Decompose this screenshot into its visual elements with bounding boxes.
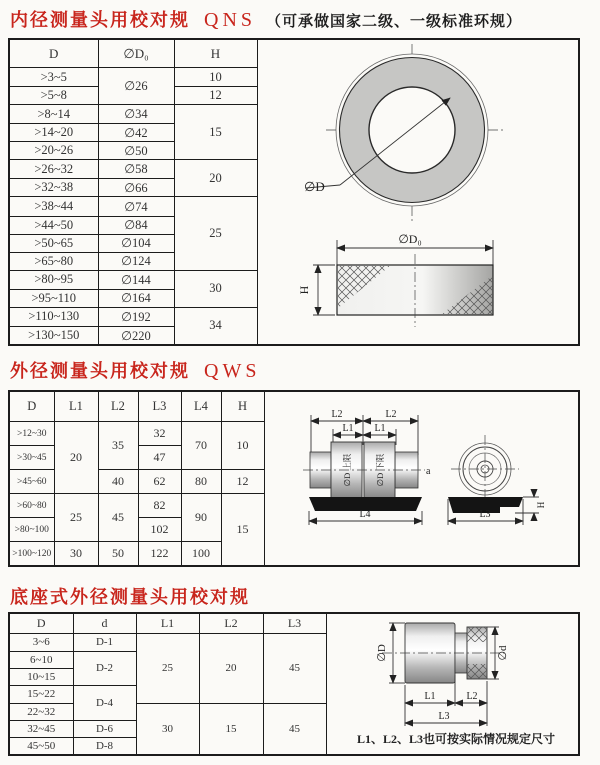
base-header-l1: L1 — [136, 613, 199, 634]
small-diameter-label: ∅d — [496, 645, 509, 661]
table-cell: 25 — [174, 197, 257, 270]
qns-title-row — [10, 6, 522, 32]
table-cell: >80~95 — [9, 270, 98, 289]
table-cell: 35 — [98, 422, 138, 470]
table-cell: ∅58 — [98, 160, 174, 179]
l3-dim-label: L3 — [479, 508, 491, 520]
table-cell: >26~32 — [9, 160, 98, 179]
table-cell: >95~110 — [9, 289, 98, 307]
qws-header-l1: L1 — [54, 391, 98, 422]
caliper-gauge-drawing — [265, 393, 578, 561]
l2-dim-label: L2 — [466, 691, 478, 702]
table-cell: 30 — [54, 542, 98, 567]
table-cell: 30 — [136, 703, 199, 755]
base-gauge-drawing — [327, 614, 578, 751]
qns-header-d: D — [9, 39, 98, 68]
table-cell: ∅192 — [98, 307, 174, 326]
qws-header-l3: L3 — [138, 391, 181, 422]
table-cell: 12 — [174, 87, 257, 105]
table-cell: D-4 — [73, 686, 136, 721]
table-cell: 10 — [174, 68, 257, 87]
table-cell: >12~30 — [9, 422, 54, 446]
qns-model-code: QNS — [204, 9, 257, 31]
table-cell: 32~45 — [9, 721, 73, 738]
table-cell: 82 — [138, 494, 181, 518]
table-cell: D-1 — [73, 634, 136, 652]
table-cell: 22~32 — [9, 703, 73, 721]
table-cell: D-6 — [73, 721, 136, 738]
table-cell: ∅84 — [98, 216, 174, 234]
qws-header-h: H — [221, 391, 264, 422]
qns-table — [8, 38, 580, 346]
table-cell: 12 — [221, 470, 264, 494]
base-header-d: D — [9, 613, 73, 634]
qns-header-d0: ∅D₀ — [98, 39, 174, 68]
table-cell: >14~20 — [9, 124, 98, 142]
l2-dim-label: L2 — [385, 408, 397, 420]
table-cell: 45~50 — [9, 738, 73, 756]
qns-subtitle: （可承做国家二级、一级标准环规） — [266, 14, 523, 30]
table-cell: >5~8 — [9, 87, 98, 105]
table-cell: 10~15 — [9, 669, 73, 686]
table-cell: ∅26 — [98, 68, 174, 105]
table-cell: 15 — [174, 105, 257, 160]
upper-limit-label: ∅D 上限 — [341, 453, 352, 486]
table-cell: ∅144 — [98, 270, 174, 289]
table-cell: ∅220 — [98, 327, 174, 346]
l1-dim-label: L1 — [374, 422, 386, 434]
table-cell: 100 — [181, 542, 221, 567]
qws-diagram-cell — [264, 391, 579, 566]
table-cell: >130~150 — [9, 327, 98, 346]
table-cell: 6~10 — [9, 651, 73, 669]
l1-dim-label: L1 — [342, 422, 354, 434]
table-cell: >50~65 — [9, 234, 98, 252]
base-table — [8, 612, 580, 756]
table-cell: >80~100 — [9, 518, 54, 542]
table-cell: 30 — [174, 270, 257, 307]
table-cell: ∅34 — [98, 105, 174, 124]
table-cell: 15 — [199, 703, 263, 755]
table-cell: 90 — [181, 494, 221, 542]
qns-title: 内径测量头用校对规 — [10, 10, 190, 30]
table-cell: 47 — [138, 446, 181, 470]
table-cell: >20~26 — [9, 142, 98, 160]
base-title: 底座式外径测量头用校对规 — [10, 587, 250, 607]
base-title-row — [10, 583, 250, 609]
l2-dim-label: L2 — [331, 408, 343, 420]
table-cell: 50 — [98, 542, 138, 567]
table-cell: >60~80 — [9, 494, 54, 518]
table-cell: 45 — [263, 703, 326, 755]
ring-section-view — [297, 232, 493, 327]
table-cell: 25 — [136, 634, 199, 704]
l4-dim-label: L4 — [359, 508, 371, 520]
table-cell: ∅66 — [98, 179, 174, 197]
table-cell: 122 — [138, 542, 181, 567]
stepped-cylinder-view — [376, 623, 509, 683]
gauge-side-view — [303, 409, 431, 525]
table-cell: 15 — [221, 494, 264, 567]
table-cell: ∅50 — [98, 142, 174, 160]
qws-header-d: D — [9, 391, 54, 422]
table-cell: 20 — [174, 160, 257, 197]
table-cell: ∅42 — [98, 124, 174, 142]
table-cell: 40 — [98, 470, 138, 494]
table-cell: 45 — [263, 634, 326, 704]
table-cell: ∅104 — [98, 234, 174, 252]
table-cell: ∅124 — [98, 252, 174, 270]
table-cell: 62 — [138, 470, 181, 494]
gauge-end-view — [448, 435, 546, 525]
table-cell: >65~80 — [9, 252, 98, 270]
sizing-note: L1、L2、L3也可按实际情况规定尺寸 — [356, 732, 555, 746]
qns-header-h: H — [174, 39, 257, 68]
table-cell: >32~38 — [9, 179, 98, 197]
outer-diameter-label: ∅D₀ — [398, 232, 422, 246]
table-cell: ∅164 — [98, 289, 174, 307]
table-cell: >8~14 — [9, 105, 98, 124]
table-cell: 34 — [174, 307, 257, 345]
table-cell: 20 — [199, 634, 263, 704]
table-cell: 70 — [181, 422, 221, 470]
table-cell: 20 — [54, 422, 98, 494]
ring-top-view — [304, 44, 504, 222]
table-cell: 15~22 — [9, 686, 73, 704]
table-cell: D-8 — [73, 738, 136, 756]
base-header-dd: d — [73, 613, 136, 634]
qws-title: 外径测量头用校对规 — [10, 361, 190, 381]
table-cell: >110~130 — [9, 307, 98, 326]
base-header-l3: L3 — [263, 613, 326, 634]
table-cell: >44~50 — [9, 216, 98, 234]
l3-dim-label: L3 — [438, 711, 450, 722]
bore-diameter-label: ∅D — [303, 179, 325, 194]
table-cell: 45 — [98, 494, 138, 542]
big-diameter-label: ∅D — [375, 644, 388, 662]
table-cell: ∅74 — [98, 197, 174, 216]
qws-table — [8, 390, 580, 567]
table-cell: >38~44 — [9, 197, 98, 216]
table-cell: >3~5 — [9, 68, 98, 87]
qws-model-code: QWS — [204, 360, 261, 382]
qws-title-row — [10, 357, 260, 383]
table-cell: >45~60 — [9, 470, 54, 494]
table-cell: >100~120 — [9, 542, 54, 567]
qws-header-l2: L2 — [98, 391, 138, 422]
l1-dim-label: L1 — [424, 691, 436, 702]
base-diagram-cell — [326, 613, 579, 755]
table-cell: 32 — [138, 422, 181, 446]
table-cell: 25 — [54, 494, 98, 542]
table-cell: 102 — [138, 518, 181, 542]
h-dim-label: H — [535, 501, 546, 508]
table-cell: >30~45 — [9, 446, 54, 470]
base-header-l2: L2 — [199, 613, 263, 634]
height-label: H — [296, 285, 311, 295]
table-cell: D-2 — [73, 651, 136, 686]
qws-header-l4: L4 — [181, 391, 221, 422]
table-cell: 80 — [181, 470, 221, 494]
a-axis-label: a — [425, 465, 431, 477]
lower-limit-label: ∅D 下限 — [374, 453, 385, 486]
qns-diagram-cell — [257, 39, 579, 345]
ring-gauge-drawing — [258, 40, 578, 340]
table-cell: 10 — [221, 422, 264, 470]
table-cell: 3~6 — [9, 634, 73, 652]
